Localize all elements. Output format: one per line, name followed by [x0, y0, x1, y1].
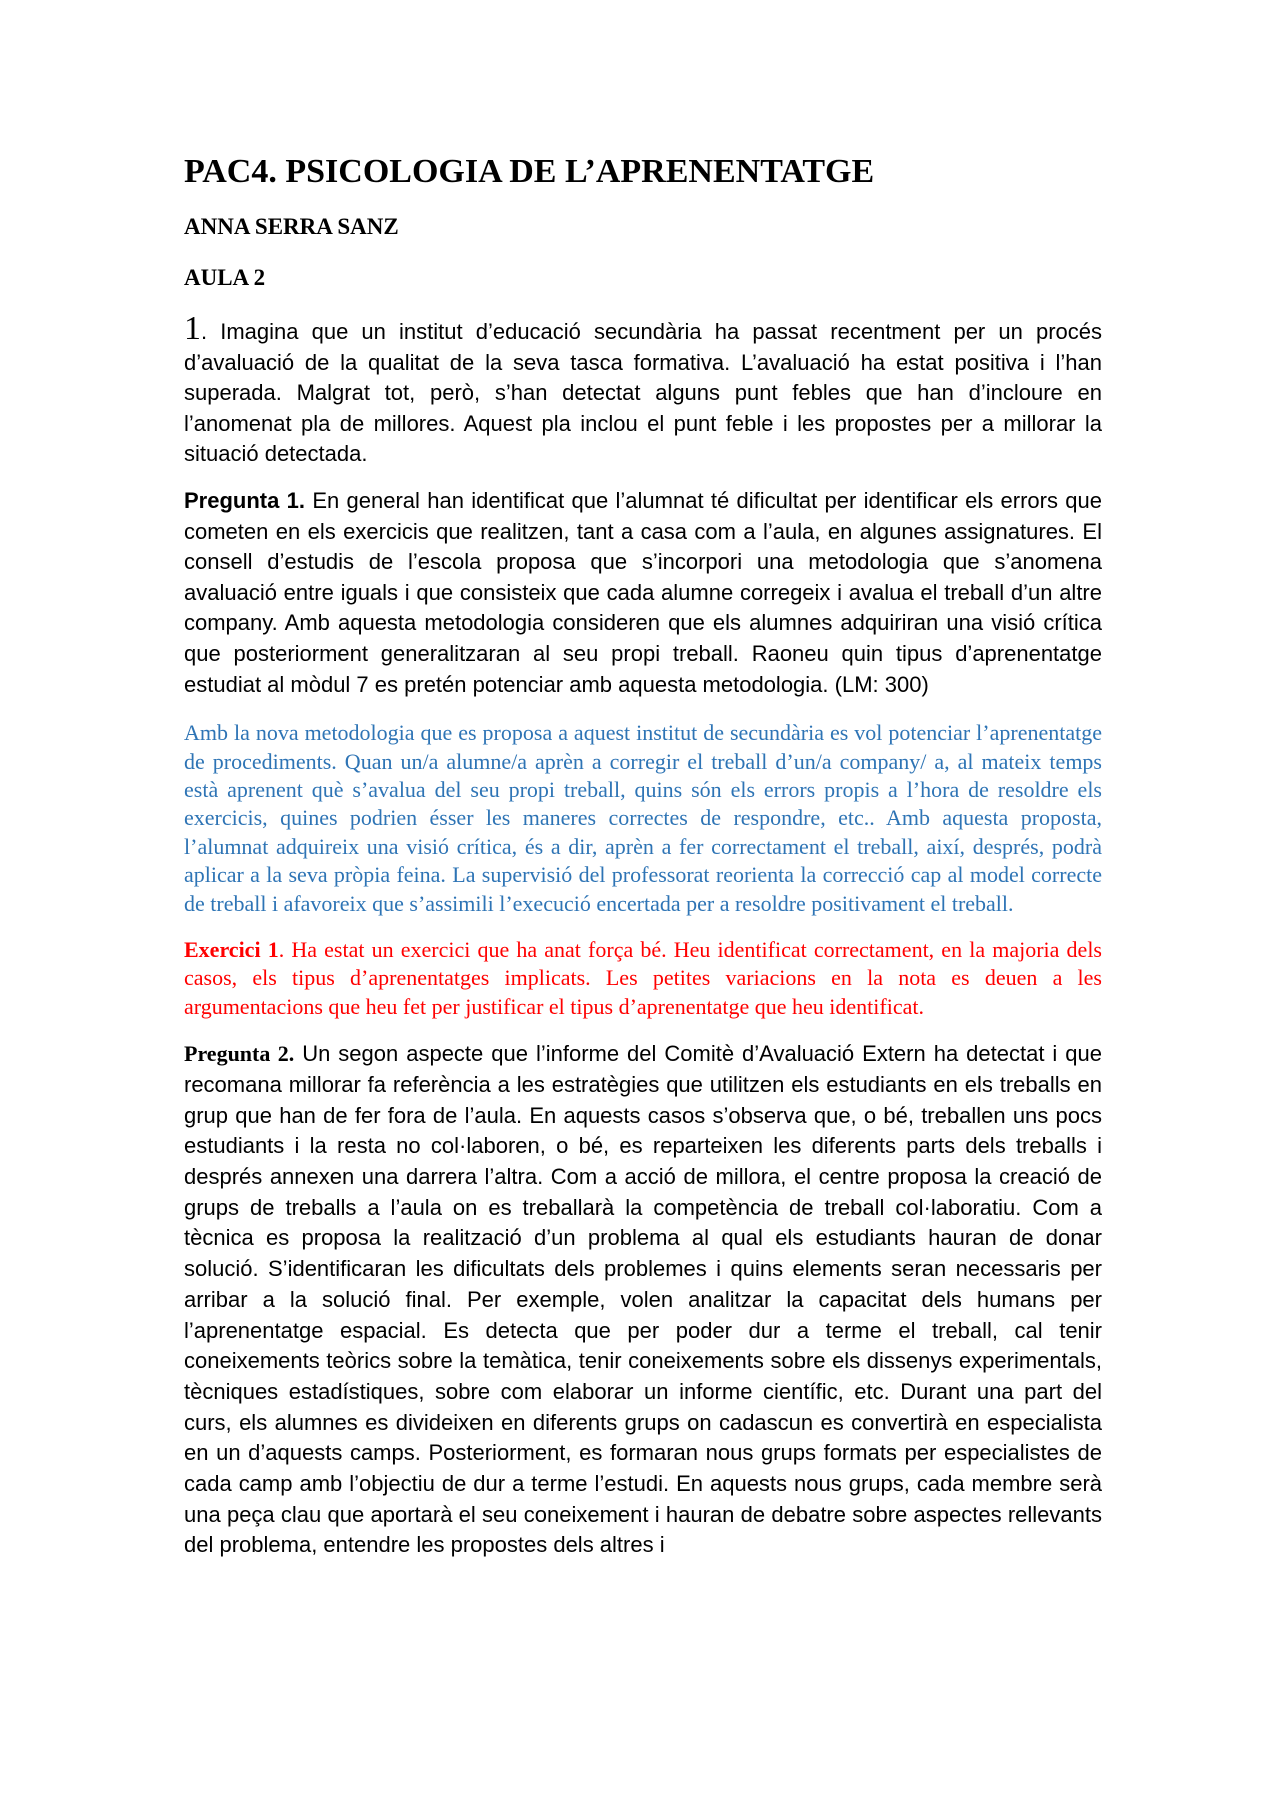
class-group: AULA 2	[184, 265, 266, 290]
feedback-1-label: Exercici 1	[184, 936, 279, 962]
section-1-text: . Imagina que un institut d’educació secundària ha passat recentment per un procés d’avaluació de la qualitat de la seva tasca formativa. L’avaluació ha estat positiva i l’han superada. Malgrat tot, però, s’han detectat alguns punt febles que han d’incloure en l’anomenat pla de millores. Aquest pla inclou el punt feble i les propostes per a millorar la situació detectada.	[184, 319, 1102, 467]
feedback-1	[184, 936, 1102, 1021]
question-2	[184, 1039, 1102, 1561]
section-1-intro	[184, 310, 1102, 470]
author-name: ANNA SERRA SANZ	[184, 214, 399, 239]
question-2-text: Un segon aspecte que l’informe del Comitè d’Avaluació Extern ha detectat i que recomana millorar fa referència a les estratègies que utilitzen els estudiants en els treballs en grup que han de fer fora de l’aula. En aquests casos s’observa que, o bé, treballen uns pocs estudiants i la resta no col·laboren, o bé, es reparteixen les diferents parts dels treballs i després annexen una darrera l’altra. Com a acció de millora, el centre proposa la creació de grups de treballs a l’aula on es treballarà la competència de treball col·laboratiu. Com a tècnica es proposa la realització d’un problema al qual els estudiants hauran de donar solució. S’identificaran les dificultats dels problemes i quins elements seran necessaris per arribar a la solució final. Per exemple, volen analitzar la capacitat dels humans per l’aprenentatge espacial. Es detecta que per poder dur a terme el treball, cal tenir coneixements teòrics sobre la temàtica, tenir coneixements sobre els dissenys experimentals, tècniques estadístiques, sobre com elaborar un informe científic, etc. Durant una part del curs, els alumnes es divideixen en diferents grups on cadascun es convertirà en especialista en un d’aquests camps. Posteriorment, es formaran nous grups formats per especialistes de cada camp amb l’objectiu de dur a terme l’estudi. En aquests nous grups, cada membre serà una peça clau que aportarà el seu coneixement i hauran de debatre sobre aspectes rellevants del problema, entendre les propostes dels altres i	[184, 1041, 1102, 1558]
question-1-label: Pregunta 1.	[184, 487, 306, 513]
feedback-1-text: . Ha estat un exercici que ha anat força bé. Heu identificat correctament, en la majoria dels casos, els tipus d’aprenentatges implicats. Les petites variacions en la nota es deuen a les argumentacions que heu fet per justificar el tipus d’aprenentatge que heu identificat.	[184, 936, 1102, 1019]
question-2-label: Pregunta 2.	[184, 1041, 295, 1067]
section-number: 1	[184, 310, 201, 347]
document-title: PAC4. PSICOLOGIA DE L’APRENENTATGE	[184, 153, 875, 190]
question-1	[184, 486, 1102, 700]
document-page	[184, 152, 1102, 1561]
answer-1: Amb la nova metodologia que es proposa a aquest institut de secundària es vol potenciar l’aprenentatge de procediments. Quan un/a alumne/a aprèn a corregir el treball d’un/a company/ a, al mateix temps està aprenent què s’avalua del seu propi treball, quins són els errors propis a l’hora de resoldre els exercicis, quines podrien ésser les maneres correctes de respondre, etc.. Amb aquesta proposta, l’alumnat adquireix una visió crítica, és a dir, aprèn a fer correctament el treball, així, després, podrà aplicar a la seva pròpia feina. La supervisió del professorat reorienta la correcció cap al model correcte de treball i afavoreix que s’assimili l’execució encertada per a resoldre positivament el treball.	[184, 720, 1102, 916]
question-1-text: En general han identificat que l’alumnat té dificultat per identificar els errors que cometen en els exercicis que realitzen, tant a casa com a l’aula, en algunes assignatures. El consell d’estudis de l’escola proposa que s’incorpori una metodologia que s’anomena avaluació entre iguals i que consisteix que cada alumne corregeix i avalua el treball d’un altre company. Amb aquesta metodologia consideren que els alumnes adquiriran una visió crítica que posteriorment generalitzaran al seu propi treball. Raoneu quin tipus d’aprenentatge estudiat al mòdul 7 es pretén potenciar amb aquesta metodologia. (LM: 300)	[184, 487, 1102, 697]
